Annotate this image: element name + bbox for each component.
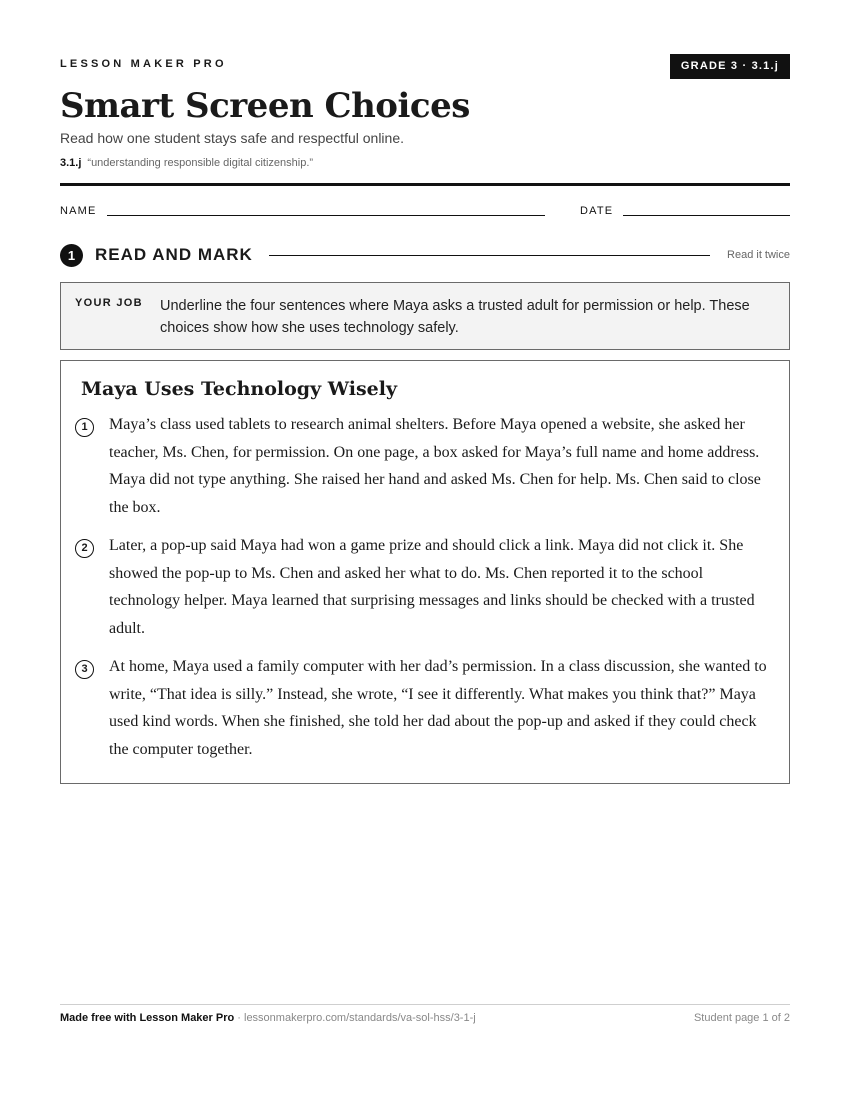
job-instructions: Underline the four sentences where Maya asks a trusted adult for permission or help. These choices show how she uses technology safely.	[160, 298, 750, 336]
footer-made-with: Made free with Lesson Maker Pro	[60, 1012, 235, 1024]
paragraph-text: At home, Maya used a family computer with her dad’s permission. In a class discussion, she wanted to write, “That idea is silly.” Instead, she wrote, “I see it differently. What makes you think that?” Maya used kind words. When she finished, she told her dad about the pop-up and asked if they could check the computer together.	[109, 658, 767, 758]
story-box	[60, 360, 790, 784]
page-subtitle: Read how one student stays safe and respectful online.	[60, 130, 404, 146]
story-title: Maya Uses Technology Wisely	[81, 378, 397, 400]
footer-url: · lessonmakerpro.com/standards/va-sol-hss/3-1-j	[237, 1012, 476, 1024]
footer-credit	[60, 1012, 476, 1024]
name-field[interactable]	[107, 215, 545, 216]
paragraph-text: Later, a pop-up said Maya had won a game prize and should click a link. Maya did not click it. She showed the pop-up to Ms. Chen and asked her what to do. Ms. Chen reported it to the school technology helper. Maya learned that surprising messages and links should be checked with a trusted adult.	[109, 537, 755, 637]
section-divider	[269, 255, 710, 256]
footer-divider	[60, 1004, 790, 1005]
section-hint: Read it twice	[727, 249, 790, 261]
paragraph-number-badge: 1	[75, 418, 94, 437]
section-number-badge: 1	[60, 244, 83, 267]
date-label: DATE	[580, 205, 614, 217]
paragraph-text: Maya’s class used tablets to research animal shelters. Before Maya opened a website, she asked her teacher, Ms. Chen, for permission. On one page, a box asked for Maya’s full name and home address. Maya did not type anything. She raised her hand and asked Ms. Chen for help. Ms. Chen said to close the box.	[109, 416, 761, 516]
brand-name: LESSON MAKER PRO	[60, 58, 227, 70]
standard-line	[60, 157, 313, 169]
worksheet-page	[60, 0, 790, 1100]
section-title: READ AND MARK	[95, 245, 253, 264]
paragraph-number-badge: 2	[75, 539, 94, 558]
job-box	[60, 282, 790, 350]
standard-text: “understanding responsible digital citizenship.”	[87, 157, 314, 169]
section-header	[60, 243, 790, 269]
standard-code: 3.1.j	[60, 157, 82, 169]
date-field[interactable]	[623, 215, 790, 216]
page-title: Smart Screen Choices	[60, 86, 470, 126]
name-label: NAME	[60, 205, 97, 217]
job-label: YOUR JOB	[75, 297, 143, 309]
grade-badge: GRADE 3 · 3.1.j	[670, 54, 790, 79]
footer-page-number: Student page 1 of 2	[693, 1012, 790, 1024]
header-divider	[60, 183, 790, 186]
paragraph-number-badge: 3	[75, 660, 94, 679]
